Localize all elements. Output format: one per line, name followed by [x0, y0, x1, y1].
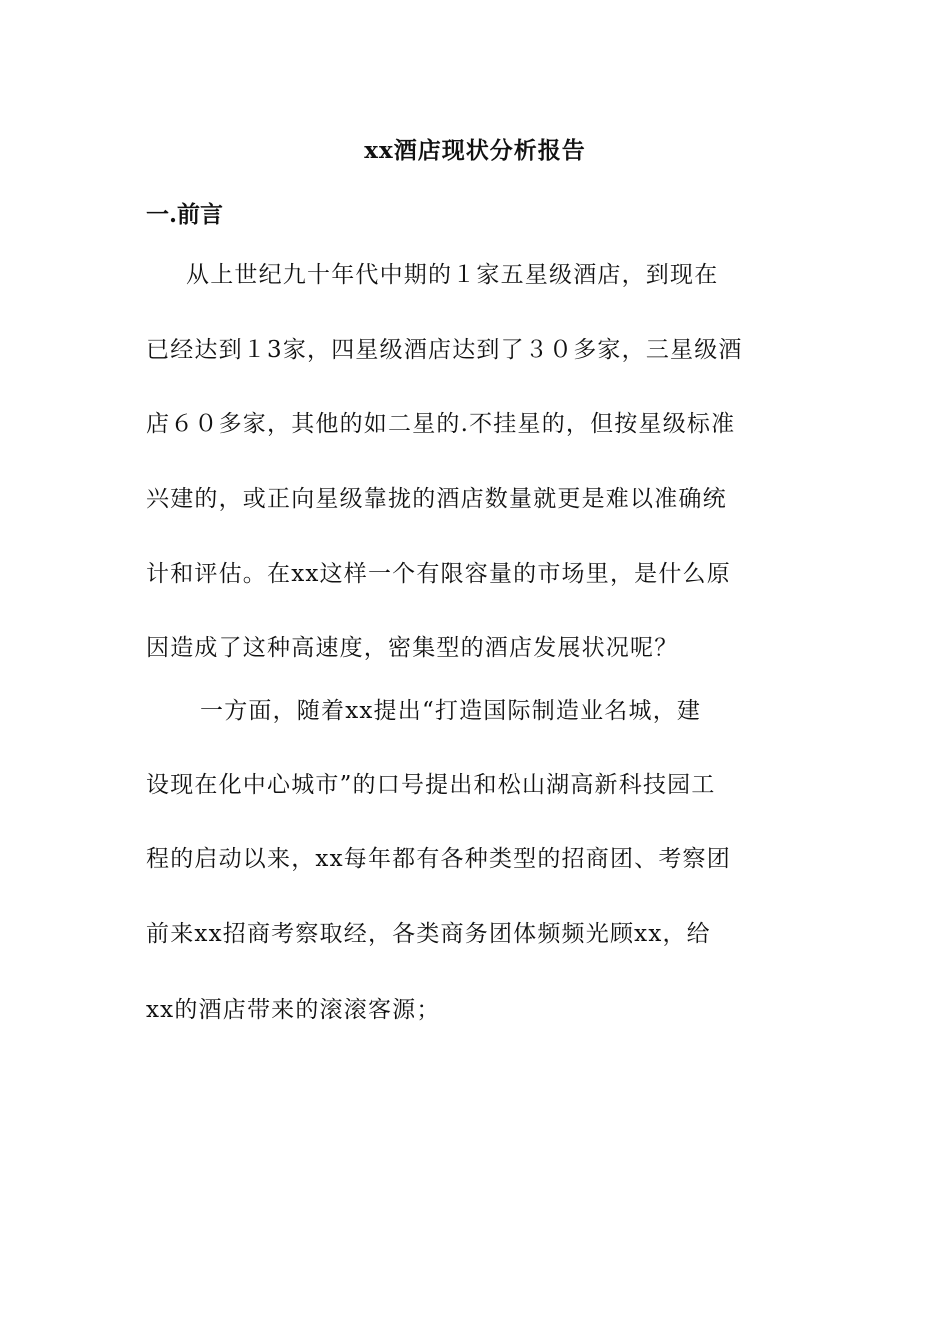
document-title: xx酒店现状分析报告 — [364, 137, 586, 164]
paragraph-line: xx的酒店带来的滚滚客源； — [146, 997, 441, 1023]
section-heading-preface: 一.前言 — [146, 201, 224, 228]
paragraph-line: 兴建的，或正向星级靠拢的酒店数量就更是难以准确统 — [146, 486, 727, 512]
paragraph-line: 程的启动以来，xx每年都有各种类型的招商团、考察团 — [146, 846, 731, 872]
paragraph-line: 店６０多家，其他的如二星的.不挂星的，但按星级标准 — [146, 411, 736, 437]
paragraph-line: 设现在化中心城市”的口号提出和松山湖高新科技园工 — [146, 772, 716, 798]
paragraph-line: 已经达到１3家，四星级酒店达到了３０多家，三星级酒 — [146, 337, 743, 363]
paragraph-line: 从上世纪九十年代中期的１家五星级酒店，到现在 — [186, 262, 719, 288]
paragraph-line: 因造成了这种高速度，密集型的酒店发展状况呢？ — [146, 635, 679, 661]
paragraph-line: 计和评估。在xx这样一个有限容量的市场里，是什么原 — [146, 561, 731, 587]
paragraph-line: 一方面，随着xx提出“打造国际制造业名城，建 — [200, 698, 702, 724]
paragraph-line: 前来xx招商考察取经，各类商务团体频频光顾xx，给 — [146, 921, 711, 947]
